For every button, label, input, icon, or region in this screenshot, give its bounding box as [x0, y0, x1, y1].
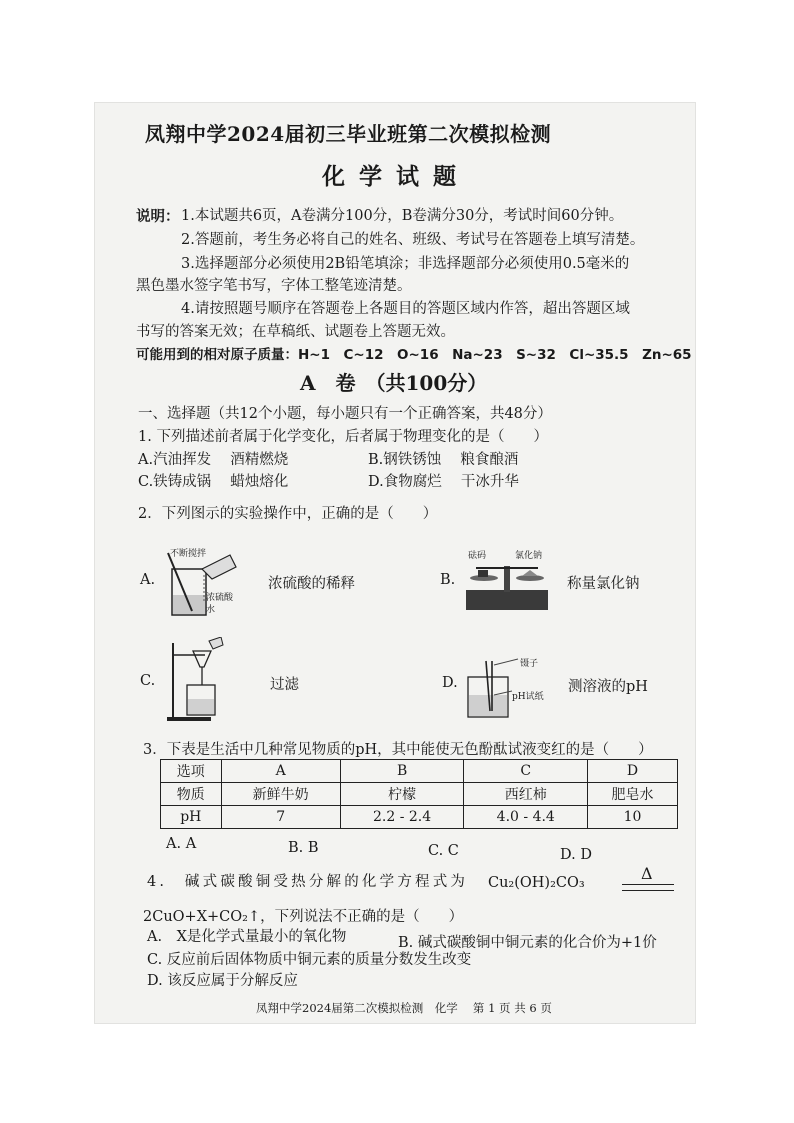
- q2-option-d-text: 测溶液的pH: [568, 679, 648, 695]
- table-cell: 4.0 - 4.4: [464, 806, 588, 829]
- dilution-label-acid: 浓硫酸: [206, 593, 234, 603]
- q3-option-a: A. A: [166, 836, 197, 852]
- bleed-through-text: [700, 120, 780, 1020]
- q3-option-c: C. C: [428, 843, 459, 859]
- ph-label-paper: pH试纸: [512, 692, 544, 702]
- q1-option-c: C.铁铸成锅 蜡烛熔化: [138, 474, 289, 490]
- q1-option-d: D.食物腐烂 干冰升华: [368, 474, 519, 490]
- q4-option-d: D. 该反应属于分解反应: [147, 973, 298, 989]
- table-cell: pH: [161, 806, 222, 829]
- atomic-mass-line: 可能用到的相对原子质量：H~1 C~12 O~16 Na~23 S~32 Cl~35.5 Zn~65: [136, 347, 692, 363]
- filtration-figure: [165, 637, 225, 723]
- table-cell: 2.2 - 2.4: [340, 806, 464, 829]
- q1-option-b: B.钢铁锈蚀 粮食酿酒: [368, 452, 519, 468]
- subject-title: 化学试题: [322, 163, 470, 190]
- table-row: [161, 806, 678, 829]
- instruction-3b: 黑色墨水签字笔书写，字体工整笔迹清楚。: [136, 278, 412, 294]
- balance-label-nacl: 氯化钠: [515, 551, 543, 561]
- table-cell: B: [340, 760, 464, 783]
- q1-stem: 1. 下列描述前者属于化学变化，后者属于物理变化的是（ ）: [138, 429, 548, 445]
- q4-line2: 2CuO+X+CO₂↑，下列说法不正确的是（ ）: [143, 909, 464, 925]
- balance-label-weight: 砝码: [468, 551, 487, 561]
- q2-option-c-letter: C.: [140, 673, 156, 689]
- q3-option-d: D. D: [560, 847, 592, 863]
- table-cell: C: [464, 760, 588, 783]
- q3-stem: 3．下表是生活中几种常见物质的pH，其中能使无色酚酞试液变红的是（ ）: [143, 742, 653, 758]
- q2-option-b-letter: B.: [440, 572, 456, 588]
- table-cell: 肥皂水: [588, 783, 678, 806]
- table-cell: D: [588, 760, 678, 783]
- instruction-2: 2.答题前，考生务必将自己的姓名、班级、考试号在答题卷上填写清楚。: [181, 232, 645, 248]
- instruction-4b: 书写的答案无效；在草稿纸、试题卷上答题无效。: [136, 324, 455, 340]
- dilution-label-stir: 不断搅拌: [170, 549, 207, 559]
- table-cell: 7: [221, 806, 340, 829]
- q4-equation-arrow: [622, 884, 674, 891]
- instruction-4a: 4.请按照题号顺序在答题卷上各题目的答题区域内作答，超出答题区域: [181, 301, 630, 317]
- q4-delta: Δ: [641, 864, 653, 883]
- table-row: [161, 760, 678, 783]
- table-cell: A: [221, 760, 340, 783]
- part-1-heading: 一、选择题（共12个小题，每小题只有一个正确答案，共48分）: [138, 406, 552, 422]
- instructions-lead: 说明：: [136, 209, 180, 225]
- instruction-3a: 3.选择题部分必须使用2B铅笔填涂；非选择题部分必须使用0.5毫米的: [181, 256, 630, 272]
- table-cell: 选项: [161, 760, 222, 783]
- q4-stem: 4. 碱式碳酸铜受热分解的化学方程式为: [147, 874, 469, 890]
- exam-title: 凤翔中学2024届初三毕业班第二次模拟检测: [145, 122, 552, 146]
- ph-test-figure: [462, 655, 522, 721]
- q1-option-a: A.汽油挥发 酒精燃烧: [138, 452, 289, 468]
- q2-option-b-text: 称量氯化钠: [567, 576, 640, 592]
- ph-label-tweezers: 镊子: [520, 659, 539, 669]
- dilution-label-water: 水: [206, 605, 216, 615]
- table-cell: 10: [588, 806, 678, 829]
- table-row: [161, 783, 678, 806]
- q2-option-d-letter: D.: [442, 675, 458, 691]
- q4-option-b: B. 碱式碳酸铜中铜元素的化合价为+1价: [398, 935, 657, 951]
- q2-option-a-text: 浓硫酸的稀释: [268, 576, 355, 592]
- q4-formula: Cu₂(OH)₂CO₃: [488, 875, 585, 891]
- table-cell: 西红柿: [464, 783, 588, 806]
- q2-stem: 2．下列图示的实验操作中，正确的是（ ）: [138, 506, 438, 522]
- instruction-1: 1.本试题共6页，A卷满分100分，B卷满分30分，考试时间60分钟。: [181, 208, 624, 224]
- q4-option-c: C. 反应前后固体物质中铜元素的质量分数发生改变: [147, 952, 472, 968]
- page-footer: 凤翔中学2024届第二次模拟检测 化学 第 1 页 共 6 页: [256, 1001, 552, 1015]
- q4-option-a: A. X是化学式量最小的氧化物: [147, 929, 347, 945]
- ph-table: [160, 759, 678, 829]
- table-cell: 物质: [161, 783, 222, 806]
- table-cell: 柠檬: [340, 783, 464, 806]
- section-a-title: A 卷 （共100分）: [300, 371, 488, 395]
- q3-option-b: B. B: [288, 840, 319, 856]
- q2-option-c-text: 过滤: [270, 677, 299, 693]
- q2-option-a-letter: A.: [140, 572, 156, 588]
- table-cell: 新鲜牛奶: [221, 783, 340, 806]
